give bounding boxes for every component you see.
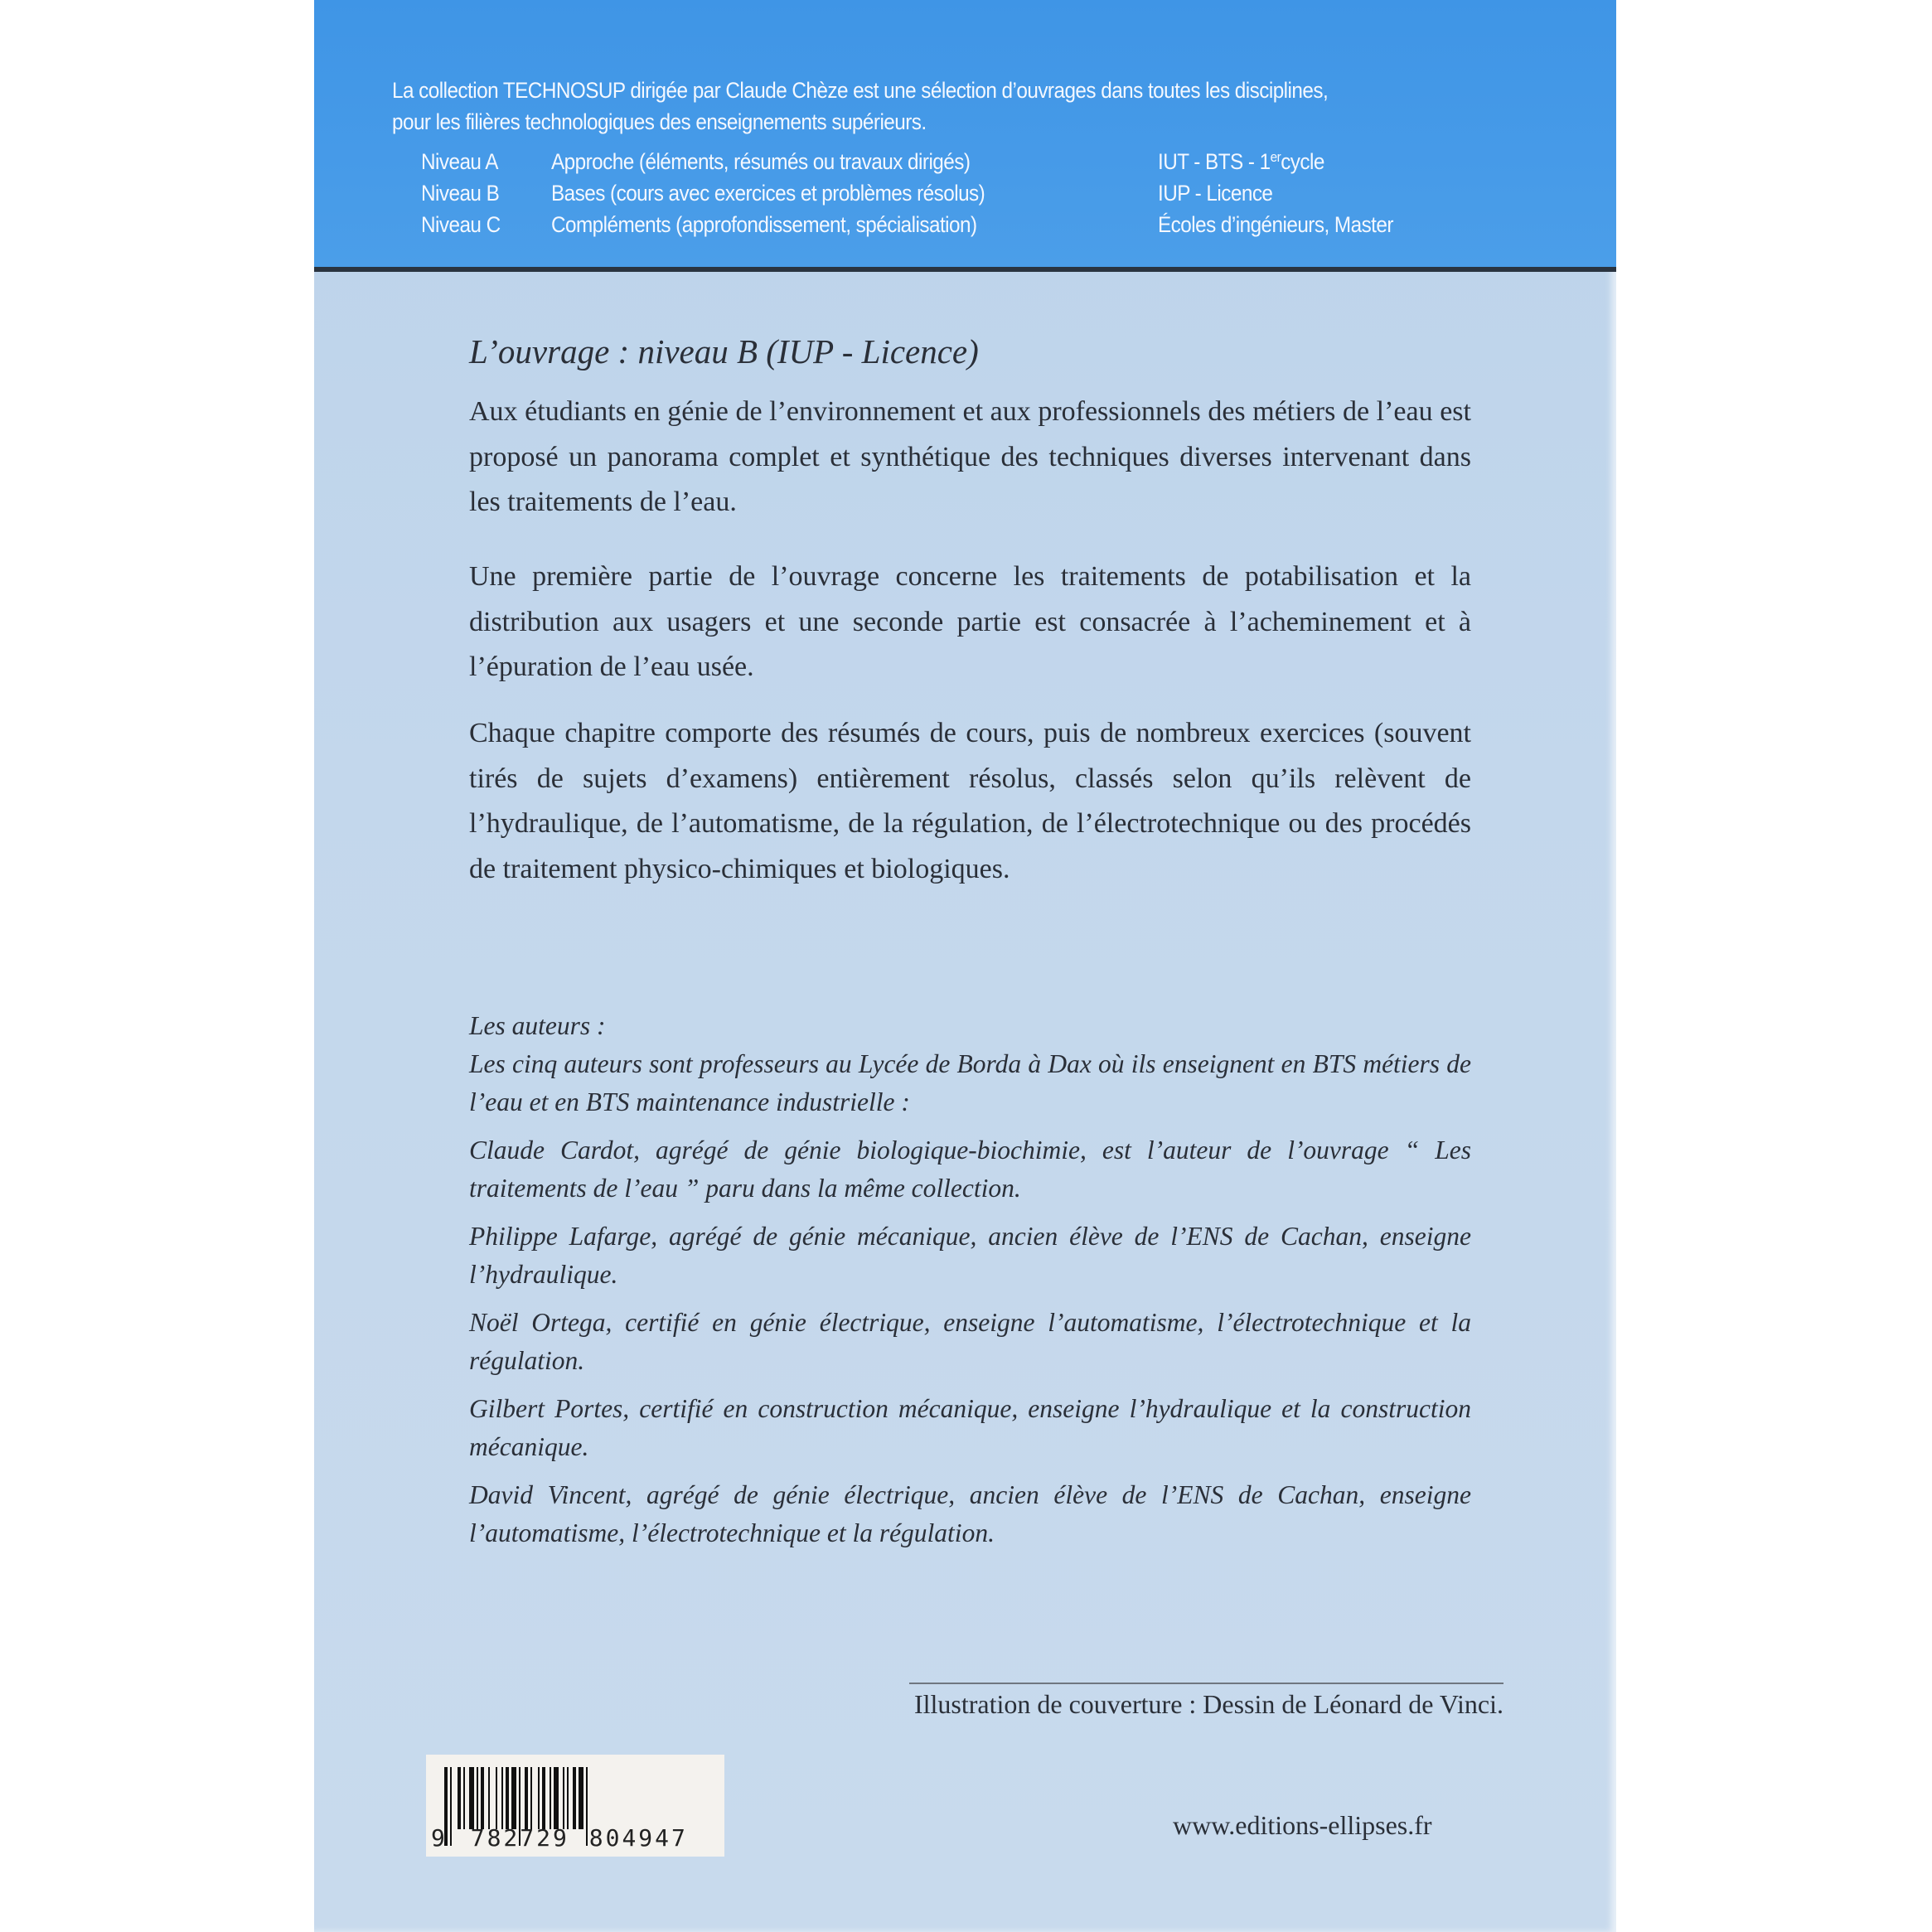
barcode-bar	[567, 1767, 569, 1829]
isbn-barcode	[426, 1755, 724, 1857]
author-bio: Philippe Lafarge, agrégé de génie mécanique, ancien élève de l’ENS de Cachan, enseigne l’hydraulique.	[469, 1222, 1471, 1289]
barcode-bar	[525, 1767, 528, 1829]
barcode-bar	[538, 1767, 540, 1829]
barcode-bar	[488, 1767, 490, 1829]
work-paragraph: Une première partie de l’ouvrage concerne les traitements de potabilisation et la distribution aux usagers et une seconde partie est consacrée à l’acheminement et à l’épuration de l’eau usée.	[469, 561, 1471, 682]
back-cover	[314, 0, 1616, 1932]
barcode-bar	[579, 1767, 583, 1829]
level-target-suffix: cycle	[1281, 149, 1324, 174]
level-target-prefix: IUT - BTS - 1	[1158, 149, 1271, 174]
collection-intro-line1: La collection TECHNOSUP dirigée par Claude Chèze est une sélection d’ouvrages dans toutes les disciplines,	[392, 78, 1329, 103]
level-name: Niveau C	[421, 212, 501, 237]
divider	[909, 1683, 1503, 1684]
level-target	[1158, 149, 1324, 175]
work-heading: L’ouvrage : niveau B (IUP - Licence)	[469, 332, 979, 370]
barcode-bar	[458, 1767, 461, 1829]
level-target-sup: er	[1270, 149, 1281, 165]
barcode-bar	[550, 1767, 551, 1829]
level-name: Niveau A	[421, 149, 498, 174]
collection-intro-line2: pour les filières technologiques des enseignements supérieurs.	[392, 109, 927, 134]
work-paragraph: Aux étudiants en génie de l’environnement et aux professionnels des métiers de l’eau est proposé un panorama complet et synthétique des techniques diverses intervenant dans les traitements de l’eau.	[469, 396, 1471, 517]
barcode-digit-first: 9	[431, 1824, 448, 1852]
barcode-bar	[481, 1767, 484, 1829]
barcode-digits-left: 782729	[470, 1824, 569, 1852]
level-target: IUP - Licence	[1158, 181, 1273, 206]
barcode-bar	[469, 1767, 474, 1829]
barcode-bar	[506, 1767, 509, 1829]
barcode-bar	[477, 1767, 478, 1829]
barcode-bar	[563, 1767, 564, 1829]
barcode-bar	[530, 1767, 532, 1829]
level-desc: Approche (éléments, résumés ou travaux dirigés)	[551, 149, 971, 174]
collection-banner	[314, 0, 1616, 272]
barcode-digits	[431, 1824, 688, 1852]
authors-intro: Les cinq auteurs sont professeurs au Lycée de Borda à Dax où ils enseignent en BTS métiers de l’eau et en BTS maintenance industrielle :	[469, 1049, 1471, 1116]
author-bio: David Vincent, agrégé de génie électrique, ancien élève de l’ENS de Cachan, enseigne l’automatisme, l’électrotechnique et la régulation.	[469, 1480, 1471, 1547]
barcode-bar	[573, 1767, 576, 1829]
author-bio: Noël Ortega, certifié en génie électrique, enseigne l’automatisme, l’électrotechnique et la régulation.	[469, 1308, 1471, 1375]
level-target: Écoles d’ingénieurs, Master	[1158, 212, 1393, 237]
publisher-website: www.editions-ellipses.fr	[1173, 1810, 1432, 1840]
level-name: Niveau B	[421, 181, 500, 206]
authors-heading: Les auteurs :	[469, 1011, 606, 1040]
work-paragraph: Chaque chapitre comporte des résumés de cours, puis de nombreux exercices (souvent tirés de sujets d’examens) entièrement résolus, classés selon qu’ils relèvent de l’hydraulique, de l’automatisme, de la régulation, de l’électrotechnique ou des procédés de traitement physico-chimiques et biologiques.	[469, 718, 1471, 884]
illustration-credit: Illustration de couverture : Dessin de Léonard de Vinci.	[913, 1689, 1503, 1719]
barcode-bar	[542, 1767, 545, 1829]
author-bio: Claude Cardot, agrégé de génie biologique-biochimie, est l’auteur de l’ouvrage “ Les traitements de l’eau ” paru dans la même collection.	[469, 1135, 1471, 1203]
level-desc: Compléments (approfondissement, spécialisation)	[551, 212, 977, 237]
barcode-bar	[496, 1767, 497, 1829]
author-bio: Gilbert Portes, certifié en construction mécanique, enseigne l’hydraulique et la construction mécanique.	[469, 1394, 1471, 1461]
barcode-bar	[501, 1767, 503, 1829]
authors-section	[469, 1007, 1471, 1562]
barcode-bar	[463, 1767, 465, 1829]
barcode-bar	[554, 1767, 559, 1829]
barcode-bar	[511, 1767, 516, 1829]
level-desc: Bases (cours avec exercices et problèmes résolus)	[551, 181, 985, 206]
barcode-digits-right: 804947	[588, 1824, 688, 1852]
